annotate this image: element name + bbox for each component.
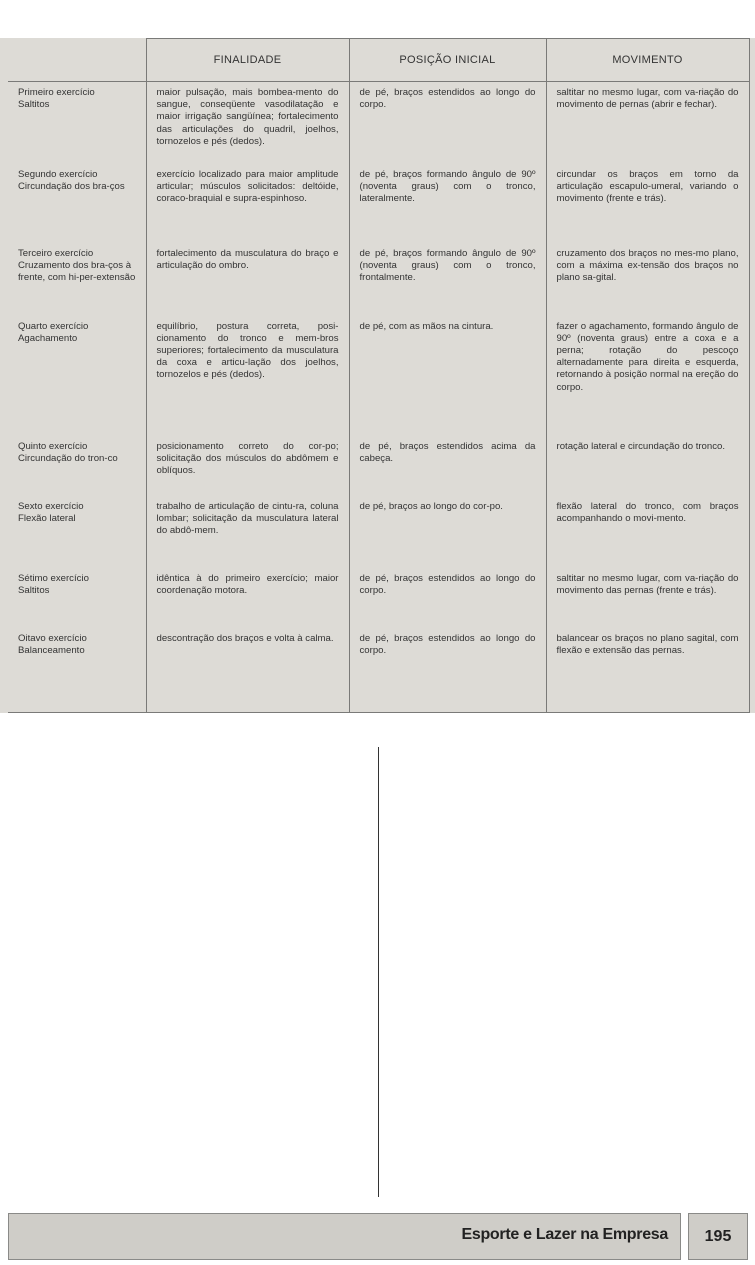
table-row xyxy=(8,164,749,243)
header-posicao-inicial: POSIÇÃO INICIAL xyxy=(349,39,546,82)
finalidade-cell: fortalecimento da musculatura do braço e articulação do ombro. xyxy=(146,243,349,316)
exercise-name-cell: Sétimo exercício Saltitos xyxy=(8,568,146,628)
table-header-row xyxy=(8,39,749,82)
table-row xyxy=(8,568,749,628)
posicao-cell: de pé, braços estendidos ao longo do corpo. xyxy=(349,82,546,164)
posicao-cell: de pé, braços formando ângulo de 90º (noventa graus) com o tronco, frontalmente. xyxy=(349,243,546,316)
header-finalidade: FINALIDADE xyxy=(146,39,349,82)
posicao-cell: de pé, com as mãos na cintura. xyxy=(349,316,546,436)
finalidade-cell: idêntica à do primeiro exercício; maior coordenação motora. xyxy=(146,568,349,628)
table-row xyxy=(8,496,749,568)
finalidade-cell: equilíbrio, postura correta, posi-cionamento do tronco e mem-bros superiores; fortalecimento da musculatura da coxa e articu-lação dos joelhos, tornozelos e pés (dedos). xyxy=(146,316,349,436)
posicao-cell: de pé, braços ao longo do cor-po. xyxy=(349,496,546,568)
footer-book-title: Esporte e Lazer na Empresa xyxy=(461,1226,668,1243)
exercise-name-cell: Sexto exercício Flexão lateral xyxy=(8,496,146,568)
exercise-name-cell: Quarto exercício Agachamento xyxy=(8,316,146,436)
footer-title-bar xyxy=(8,1213,681,1260)
posicao-cell: de pé, braços estendidos ao longo do corpo. xyxy=(349,628,546,713)
exercise-name-cell: Segundo exercício Circundação dos bra-ços xyxy=(8,164,146,243)
movimento-cell: saltitar no mesmo lugar, com va-riação do movimento das pernas (frente e trás). xyxy=(546,568,749,628)
exercise-name-cell: Oitavo exercício Balanceamento xyxy=(8,628,146,713)
table-row xyxy=(8,436,749,496)
header-exercise xyxy=(8,39,146,82)
exercise-name-cell: Quinto exercício Circundação do tron-co xyxy=(8,436,146,496)
movimento-cell: saltitar no mesmo lugar, com va-riação do movimento de pernas (abrir e fechar). xyxy=(546,82,749,164)
movimento-cell: rotação lateral e circundação do tronco. xyxy=(546,436,749,496)
finalidade-cell: posicionamento correto do cor-po; solicitação dos músculos do abdômem e oblíquos. xyxy=(146,436,349,496)
finalidade-cell: descontração dos braços e volta à calma. xyxy=(146,628,349,713)
exercise-table-panel xyxy=(0,38,755,713)
movimento-cell: balancear os braços no plano sagital, com flexão e extensão das pernas. xyxy=(546,628,749,713)
movimento-cell: flexão lateral do tronco, com braços acompanhando o movi-mento. xyxy=(546,496,749,568)
exercise-table xyxy=(8,38,750,713)
header-movimento: MOVIMENTO xyxy=(546,39,749,82)
table-row xyxy=(8,82,749,164)
table-row xyxy=(8,628,749,713)
posicao-cell: de pé, braços estendidos acima da cabeça. xyxy=(349,436,546,496)
page-number: 195 xyxy=(688,1213,748,1260)
finalidade-cell: trabalho de articulação de cintu-ra, coluna lombar; solicitação da musculatura lateral do abdô-mem. xyxy=(146,496,349,568)
movimento-cell: circundar os braços em torno da articulação escapulo-umeral, variando o movimento (frente e trás). xyxy=(546,164,749,243)
movimento-cell: fazer o agachamento, formando ângulo de 90º (noventa graus) entre a coxa e a perna; rotação do pescoço alternadamente para direita e esquerda, retornando à posição normal na ereção do corpo. xyxy=(546,316,749,436)
movimento-cell: cruzamento dos braços no mes-mo plano, com a máxima ex-tensão dos braços no plano sa-gital. xyxy=(546,243,749,316)
finalidade-cell: exercício localizado para maior amplitude articular; músculos solicitados: deltóide, coraco-braquial e supra-espinhoso. xyxy=(146,164,349,243)
table-row xyxy=(8,243,749,316)
exercise-name-cell: Primeiro exercício Saltitos xyxy=(8,82,146,164)
exercise-name-cell: Terceiro exercício Cruzamento dos bra-ços à frente, com hi-per-extensão xyxy=(8,243,146,316)
column-divider xyxy=(378,747,379,1197)
posicao-cell: de pé, braços formando ângulo de 90º (noventa graus) com o tronco, lateralmente. xyxy=(349,164,546,243)
finalidade-cell: maior pulsação, mais bombea-mento do sangue, conseqüente vasodilatação e maior irrigação sangüínea; fortalecimento das articulações do quadril, joelhos, tornozelos e pés (dedos). xyxy=(146,82,349,164)
posicao-cell: de pé, braços estendidos ao longo do corpo. xyxy=(349,568,546,628)
table-row xyxy=(8,316,749,436)
